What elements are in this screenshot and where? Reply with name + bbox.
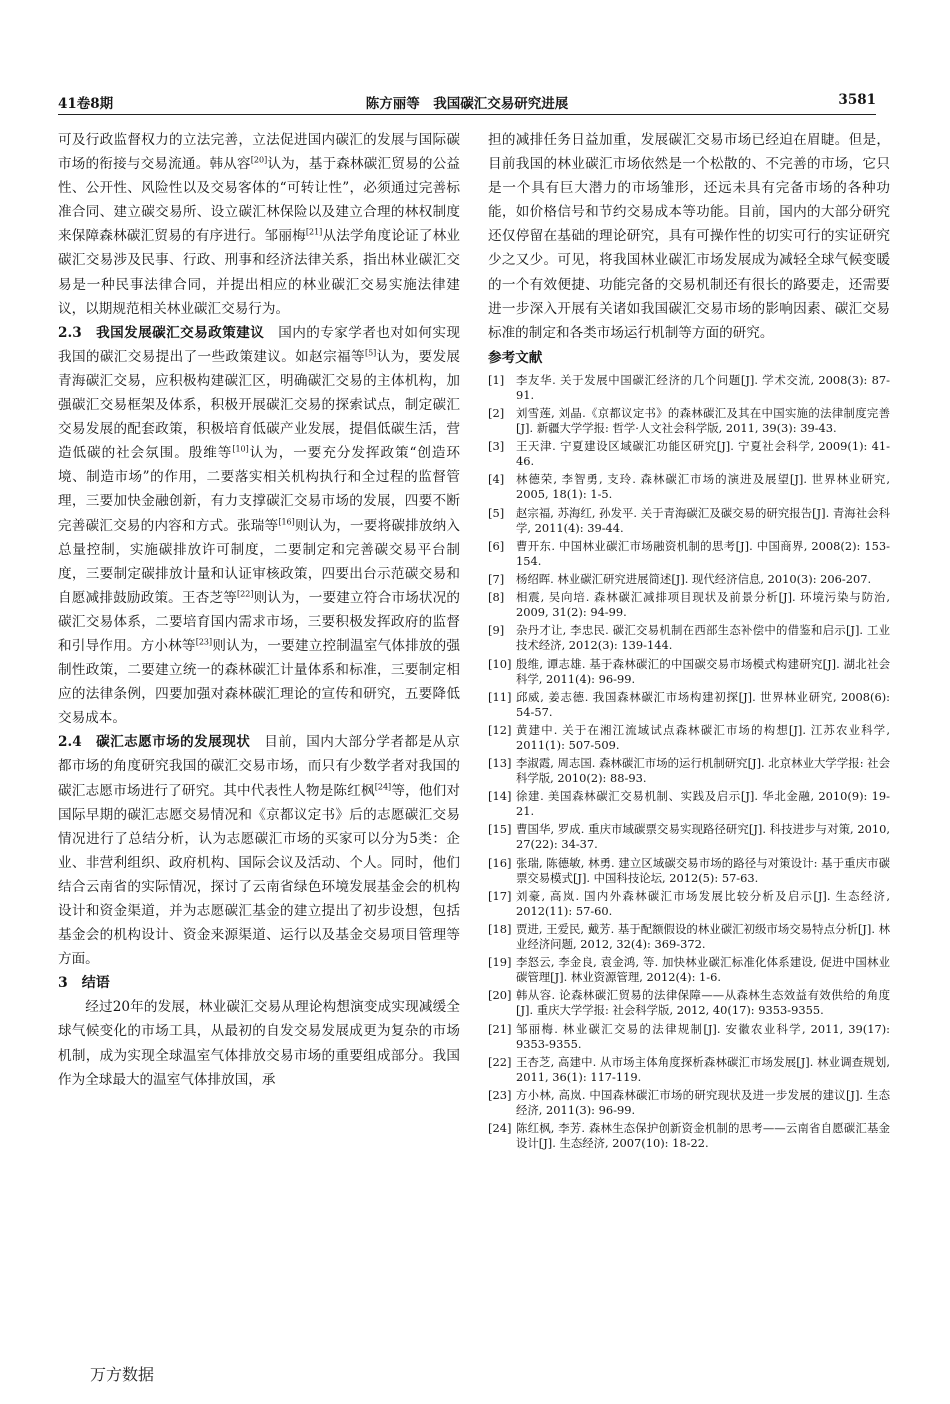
paragraph-legal [58,128,460,321]
conclusion-continued: 担的减排任务日益加重，发展碳汇交易市场已经迫在眉睫。但是，目前我国的林业碳汇市场依然是一个松散的、不完善的市场，它只是一个具有巨大潜力的市场雏形，还远未具有完备市场的各种功能，如价格信号和节约交易成本等功能。目前，国内的大部分研究还仅停留在基础的理论研究，具有可操作性的切实可行的实证研究少之又少。可见，将我国林业碳汇市场发展成为减轻全球气候变暖的一个有效便捷、功能完备的交易机制还有很长的路要走，还需要进一步深入开展有关诸如我国碳汇交易市场的影响因素、碳汇交易标准的制定和各类市场运行机制等方面的研究。 [488,132,890,341]
running-header [58,92,876,112]
watermark: 万方数据 [90,1365,155,1384]
reference-text: 张瑞, 陈德敏, 林勇. 建立区域碳交易市场的路径与对策设计: 基于重庆市碳票交易模式[J]. 中国科技论坛, 2012(5): 57-63. [516,855,890,885]
reference-item [488,822,890,852]
reference-number: [10] [488,656,512,671]
reference-number: [21] [488,1021,512,1036]
reference-number: [5] [488,505,505,520]
text-run: 认为，基于森林碳汇贸易的公益性、公开性、风险性以及交易客体的“可转让性”，必须通过完善标准合同、建立碳交易所、设立碳汇林保险以及建立合理的林权制度来保障森林碳汇贸易的有序进行。邹丽梅 [58,156,461,245]
reference-item [488,856,890,886]
reference-item [488,1088,890,1118]
reference-number: [1] [488,372,505,387]
reference-item [488,572,890,587]
reference-number: [16] [488,855,512,870]
reference-item [488,506,890,536]
reference-item [488,439,890,469]
reference-text: 曹国华, 罗成. 重庆市域碳票交易实现路径研究[J]. 科技进步与对策, 2010, 27(22): 34-37. [516,822,890,852]
reference-text: 刘豪, 高岚. 国内外森林碳汇市场发展比较分析及启示[J]. 生态经济, 2012(11): 57-60. [516,888,890,918]
citation: [10] [232,444,249,454]
reference-text: 黄建中. 关于在湘江流域试点森林碳汇市场的构想[J]. 江苏农业科学, 2011(1): 507-509. [516,722,890,752]
text-run: 认为，要发展青海碳汇交易，应积极构建碳汇区，明确碳汇交易的主体机构，加强碳汇交易框架及体系，积极开展碳汇交易的探索试点，制定碳汇交易发展的配套政策，积极培育低碳产业发展，提倡低碳生活，营造低碳的社会氛围。殷维等 [58,348,461,462]
citation: [22] [237,589,254,599]
reference-text: 陈红枫, 李芳. 森林生态保护创新资金机制的思考——云南省自愿碳汇基金设计[J]. 生态经济, 2007(10): 18-22. [516,1121,890,1151]
reference-text: 王天津. 宁夏建设区域碳汇功能区研究[J]. 宁夏社会科学, 2009(1): 41-46. [516,439,890,469]
reference-number: [4] [488,472,505,487]
reference-item [488,590,890,620]
reference-text: 徐建. 美国森林碳汇交易机制、实践及启示[J]. 华北金融, 2010(9): 19-21. [516,789,890,819]
reference-text: 李怒云, 李金良, 袁金鸿, 等. 加快林业碳汇标准化体系建设, 促进中国林业碳管理[J]. 林业资源管理, 2012(4): 1-6. [516,955,890,985]
reference-text: 邹丽梅. 林业碳汇交易的法律规制[J]. 安徽农业科学, 2011, 39(17): 9353-9355. [516,1021,890,1051]
citation: [20] [250,155,268,165]
reference-number: [18] [488,922,512,937]
left-column [58,128,460,1092]
reference-text: 杂丹才让, 李忠民. 碳汇交易机制在西部生态补偿中的借鉴和启示[J]. 工业技术经济, 2012(3): 139-144. [516,623,890,653]
text-run: 从法学角度论证了林业碳汇交易涉及民事、行政、刑事和经济法律关系，指出林业碳汇交易是一种民事法律合同，并提出相应的林业碳汇交易实施法律建议，以期规范相关林业碳汇交易行为。 [58,228,461,317]
citation: [16] [278,516,295,526]
section-2-3 [58,321,460,731]
reference-number: [2] [488,406,505,421]
text-run: 则认为，一要建立控制温室气体排放的强制性政策，二要建立统一的森林碳汇计量体系和标准，三要制定相应的法律条例，四要加强对森林碳汇理论的宣传和研究，五要降低交易成本。 [58,637,461,727]
reference-number: [12] [488,722,512,737]
reference-number: [3] [488,439,505,454]
reference-item [488,889,890,919]
reference-item [488,472,890,502]
conclusion-paragraph: 经过20年的发展，林业碳汇交易从理论构想演变成实现减缓全球气候变化的市场工具，从最初的自发交易发展成更为复杂的市场机制，成为实现全球温室气体排放交易市场的重要组成部分。我国作为全球最大的温室气体排放国，承 [58,999,460,1088]
section-2-4-title: 2.4 碳汇志愿市场的发展现状 [58,734,251,751]
reference-text: 韩从容. 论森林碳汇贸易的法律保障——从森林生态效益有效供给的角度[J]. 重庆大学学报: 社会科学版, 2012, 40(17): 9353-9355. [516,988,890,1018]
reference-text: 王杏芝, 高建中. 从市场主体角度探析森林碳汇市场发展[J]. 林业调查规划, 2011, 36(1): 117-119. [516,1054,890,1084]
reference-number: [22] [488,1054,512,1069]
reference-item [488,406,890,436]
reference-number: [15] [488,822,512,837]
reference-text: 邱威, 姜志德. 我国森林碳汇市场构建初探[J]. 世界林业研究, 2008(6): 54-57. [516,689,890,719]
text-run: 则认为，一要将碳排放纳入总量控制，实施碳排放许可制度，二要制定和完善碳交易平台制度，三要制定碳排放计量和认证审核政策，四要出台示范碳交易和自愿减排鼓励政策。王杏芝等 [58,517,461,606]
reference-text: 方小林, 高岚. 中国森林碳汇市场的研究现状及进一步发展的建议[J]. 生态经济, 2011(3): 96-99. [516,1087,890,1117]
reference-item [488,1121,890,1151]
citation: [5] [364,348,377,358]
reference-text: 曹开东. 中国林业碳汇市场融资机制的思考[J]. 中国商界, 2008(2): 153-154. [516,538,890,568]
text-run: 目前，国内大部分学者都是从京都市场的角度研究我国的碳汇交易市场，而只有少数学者对我国的碳汇志愿市场进行了研究。其中代表性人物是陈红枫 [58,734,461,799]
reference-text: 林德荣, 李智勇, 支玲. 森林碳汇市场的演进及展望[J]. 世界林业研究, 2005, 18(1): 1-5. [516,472,890,502]
page-number: 3581 [838,92,876,108]
reference-number: [14] [488,789,512,804]
reference-item [488,657,890,687]
header-rule [58,114,876,115]
reference-number: [7] [488,571,505,586]
section-3-title: 3 结语 [58,975,110,992]
text-run: 认为，一要充分发挥政策“创造环境、制造市场”的作用，二要落实相关机构执行和全过程的监督管理，三要加快金融创新，有力支撑碳汇交易市场的发展，四要不断完善碳汇交易的内容和方式。张瑞等 [58,445,461,534]
reference-number: [6] [488,538,505,553]
reference-list [488,373,890,1151]
reference-text: 殷维, 谭志雄. 基于森林碳汇的中国碳交易市场模式构建研究[J]. 湖北社会科学, 2011(4): 96-99. [516,656,890,686]
section-2-4 [58,730,460,971]
reference-number: [9] [488,623,505,638]
reference-text: 李友华. 关于发展中国碳汇经济的几个问题[J]. 学术交流, 2008(3): 87-91. [516,372,890,402]
reference-text: 刘雪莲, 刘晶.《京都议定书》的森林碳汇及其在中国实施的法律制度完善[J]. 新疆大学学报: 哲学·人文社会科学版, 2011, 39(3): 39-43. [516,406,890,436]
citation: [24] [374,782,392,791]
reference-item [488,955,890,985]
reference-number: [23] [488,1087,512,1102]
reference-text: 杨绍晖. 林业碳汇研究进展简述[J]. 现代经济信息, 2010(3): 206-207. [516,571,872,586]
reference-number: [11] [488,689,512,704]
reference-number: [17] [488,888,512,903]
reference-item [488,789,890,819]
text-run: 国内的专家学者也对如何实现我国的碳汇交易提出了一些政策建议。如赵宗福等 [58,324,460,365]
reference-number: [8] [488,590,505,605]
references-title: 参考文献 [488,349,543,366]
reference-item [488,756,890,786]
text-run: 等，他们对国际早期的碳汇志愿交易情况和《京都议定书》后的志愿碳汇交易情况进行了总结分析，认为志愿碳汇市场的买家可以分为5类：企业、非营利组织、政府机构、国际会议及活动、个人。同时，他们结合云南省的实际情况，探讨了云南省绿色环境发展基金会的机构设计和资金渠道，并为志愿碳汇基金的建立提出了初步设想，包括基金会的机构设计、资金来源渠道、运行以及基金交易项目管理等方面。 [58,782,461,968]
reference-text: 贾进, 王爱民, 戴芳. 基于配额假设的林业碳汇初级市场交易特点分析[J]. 林业经济问题, 2012, 32(4): 369-372. [516,922,890,952]
citation: [21] [305,227,323,237]
reference-item [488,922,890,952]
reference-number: [19] [488,955,512,970]
reference-item [488,690,890,720]
reference-item [488,1055,890,1085]
citation: [23] [195,637,213,647]
reference-text: 赵宗福, 苏海红, 孙发平. 关于青海碳汇及碳交易的研究报告[J]. 青海社会科学, 2011(4): 39-44. [516,505,890,535]
text-run: 则认为，一要建立符合市场状况的碳汇交易体系，二要培育国内需求市场，三要积极发挥政府的监督和引导作用。方小林等 [58,589,461,654]
running-title: 陈方丽等 我国碳汇交易研究进展 [365,96,569,112]
reference-item [488,373,890,403]
reference-text: 李淑霞, 周志国. 森林碳汇市场的运行机制研究[J]. 北京林业大学学报: 社会科学版, 2010(2): 88-93. [516,756,890,786]
reference-item [488,1022,890,1052]
reference-text: 相震, 吴向培. 森林碳汇减排项目现状及前景分析[J]. 环境污染与防治, 2009, 31(2): 94-99. [516,590,890,620]
reference-number: [13] [488,756,512,771]
volume-issue: 41卷8期 [58,96,114,112]
reference-item [488,723,890,753]
reference-item [488,539,890,569]
reference-item [488,623,890,653]
text-run: 可及行政监督权力的立法完善，立法促进国内碳汇的发展与国际碳市场的衔接与交易流通。韩从容 [58,132,460,173]
reference-number: [20] [488,988,512,1003]
reference-item [488,988,890,1018]
section-2-3-title: 2.3 我国发展碳汇交易政策建议 [58,324,265,341]
reference-number: [24] [488,1121,512,1136]
right-column [488,128,890,1154]
